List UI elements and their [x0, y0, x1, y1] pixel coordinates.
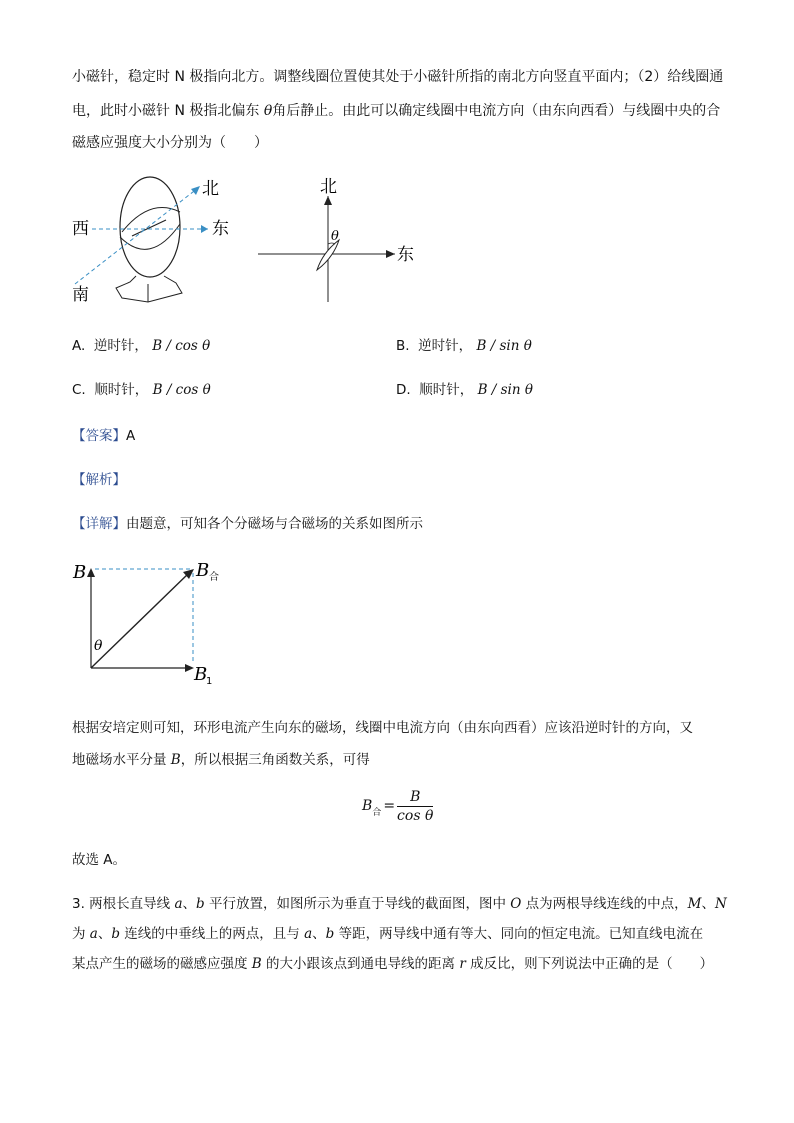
- q3-m: M: [687, 896, 702, 912]
- q3-3a: 某点产生的磁场的磁感应强度: [72, 956, 252, 972]
- formula-eq: =: [383, 798, 396, 814]
- vector-b1-arrowhead: [185, 664, 194, 672]
- question-line-2a: 电，此时小磁针 N 极指北偏东: [72, 103, 264, 119]
- north-arrowhead: [191, 186, 200, 195]
- q3-line-2: [72, 922, 703, 942]
- q3-2-b: b: [111, 926, 121, 942]
- explanation-line-1: 根据安培定则可知，环形电流产生向东的磁场，线圈中电流方向（由东向西看）应该沿逆时针的方向，又: [72, 720, 693, 736]
- q3-2-sep: 、: [97, 926, 112, 942]
- q3-o: O: [510, 896, 522, 912]
- label-north: 北: [202, 179, 219, 199]
- option-c[interactable]: [72, 378, 211, 398]
- analysis-tag: 【解析】: [72, 472, 126, 488]
- label-north-2: 北: [320, 177, 337, 197]
- q3-sep1: 、: [182, 896, 197, 912]
- option-c-text: 顺时针，: [94, 382, 149, 398]
- label-south: 南: [72, 285, 89, 305]
- option-b-letter: B.: [396, 338, 410, 354]
- q3-2-b2: b: [325, 926, 335, 942]
- q3-1a: 3. 两根长直导线: [72, 896, 175, 912]
- option-b-expr: B / sin θ: [476, 338, 532, 354]
- vector-b-arrowhead: [87, 568, 95, 577]
- option-d[interactable]: [396, 378, 533, 398]
- option-a[interactable]: [72, 334, 210, 354]
- vector-label-bhe-sub: 合: [209, 572, 219, 583]
- option-d-text: 顺时针，: [419, 382, 474, 398]
- question-line-2b: 角后静止。由此可以确定线圈中电流方向（由东向西看）与线圈中央的合: [272, 103, 721, 119]
- explanation-line-2: [72, 748, 370, 768]
- question-line-2: [72, 100, 720, 120]
- vector-label-b1-sub: 1: [206, 676, 213, 686]
- q3-b: b: [196, 896, 205, 912]
- q3-sep2: 、: [701, 896, 715, 912]
- label-theta-2: θ: [331, 229, 339, 244]
- detail-tag: 【详解】: [72, 516, 126, 532]
- q3-2c: 等距，两导线中通有等大、同向的恒定电流。已知直线电流在: [334, 926, 704, 942]
- vertical-arrowhead: [324, 196, 332, 205]
- option-b[interactable]: [396, 334, 532, 354]
- q3-3b: 的大小跟该点到通电导线的距离: [261, 956, 460, 972]
- q3-3c: 成反比，则下列说法中正确的是（ ）: [465, 956, 714, 972]
- answer-line: [72, 424, 135, 444]
- explanation-2a: 地磁场水平分量: [72, 752, 171, 768]
- q3-3-r: r: [459, 956, 466, 972]
- vector-bhe: [91, 572, 190, 668]
- coil-inner-arc: [122, 208, 180, 233]
- coil-needle: [132, 220, 166, 236]
- label-east-2: 东: [397, 245, 414, 265]
- formula-lhs: B: [362, 798, 373, 814]
- q3-a: a: [174, 896, 183, 912]
- option-c-letter: C.: [72, 382, 86, 398]
- vector-label-b1: B: [194, 664, 208, 685]
- coil-figure: [70, 172, 240, 307]
- q3-2a: 为: [72, 926, 90, 942]
- q3-2b: 连线的中垂线上的两点，且与: [120, 926, 305, 942]
- coil-stand: [116, 276, 182, 302]
- formula-fraction: [397, 789, 433, 824]
- option-d-expr: B / sin θ: [477, 382, 533, 398]
- explanation-2b: ，所以根据三角函数关系，可得: [180, 752, 370, 768]
- vector-figure: [70, 556, 230, 686]
- explanation-b: B: [170, 752, 181, 768]
- formula-numerator: B: [410, 788, 421, 805]
- east-arrowhead: [201, 225, 208, 233]
- q3-line-1: [72, 892, 727, 912]
- option-a-letter: A.: [72, 338, 86, 354]
- vector-label-b: B: [73, 562, 87, 583]
- formula-denominator: cos θ: [397, 807, 434, 824]
- option-d-letter: D.: [396, 382, 411, 398]
- answer-value: A: [126, 428, 136, 444]
- question-line-1: 小磁针，稳定时 N 极指向北方。调整线圈位置使其处于小磁针所指的南北方向竖直平面内；（2）给线圈通: [72, 69, 724, 85]
- option-a-text: 逆时针，: [93, 338, 148, 354]
- vector-label-bhe: B: [196, 560, 210, 581]
- horizontal-arrowhead: [386, 250, 395, 258]
- answer-tag: 【答案】: [72, 428, 126, 444]
- compass-figure: [255, 172, 425, 307]
- option-b-text: 逆时针，: [418, 338, 473, 354]
- formula-lhs-sub: 合: [372, 807, 382, 818]
- conclusion: 故选 A。: [72, 852, 127, 868]
- q3-2-a2: a: [304, 926, 313, 942]
- label-west: 西: [72, 219, 89, 239]
- q3-1c: 点为两根导线连线的中点，: [521, 896, 688, 912]
- theta-symbol: θ: [263, 103, 273, 119]
- formula: [362, 784, 433, 828]
- label-east: 东: [212, 219, 229, 239]
- q3-2-a: a: [89, 926, 98, 942]
- q3-2-sep2: 、: [312, 926, 326, 942]
- detail-line: [72, 512, 423, 532]
- detail-text: 由题意，可知各个分磁场与合磁场的关系如图所示: [126, 516, 423, 532]
- option-c-expr: B / cos θ: [152, 382, 211, 398]
- q3-line-3: [72, 952, 713, 972]
- q3-n: N: [714, 896, 727, 912]
- q3-1b: 平行放置，如图所示为垂直于导线的截面图，图中: [204, 896, 511, 912]
- question-line-3: 磁感应强度大小分别为（ ）: [72, 135, 268, 151]
- vector-label-theta: θ: [94, 638, 103, 654]
- option-a-expr: B / cos θ: [152, 338, 211, 354]
- q3-3-b: B: [251, 956, 262, 972]
- analysis-line: [72, 468, 126, 488]
